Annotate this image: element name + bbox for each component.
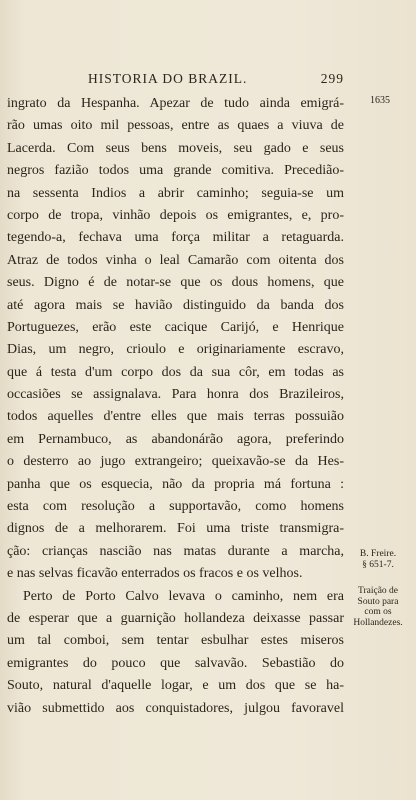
topic-line: Traição de (357, 586, 398, 596)
source-line: § 651-7. (362, 559, 394, 570)
text-line: na sessenta Indios a abrir caminho; seguia-se um (7, 185, 344, 201)
text-line: rão umas oito mil pessoas, entre as quaes a viuva de (7, 118, 344, 134)
topic-line: Souto para (357, 596, 399, 607)
text-line: que á testa d'um corpo dos da sua côr, em todas as (7, 364, 344, 380)
text-line: Lacerda. Com seus bens moveis, seu gado e seus (7, 140, 344, 156)
year-text: 1635 (370, 95, 390, 106)
page-number: 299 (320, 71, 344, 86)
body-text (7, 93, 344, 720)
text-line: esta com resolução a supportavão, como homens (7, 499, 344, 515)
text-line: Perto de Porto Calvo levava o caminho, nem era (23, 588, 344, 604)
text-line: o desterro ao jugo extrangeiro; queixavão-se da Hes- (7, 454, 344, 470)
margin-note-topic (348, 586, 408, 628)
text-line: e nas selvas ficavão enterrados os fracos e os velhos. (7, 566, 303, 582)
text-line: em Pernambuco, as abandonárão agora, preferindo (7, 431, 344, 447)
topic-line: Hollandezes. (353, 617, 403, 628)
text-line: até agora mais se havião distinguido da banda dos (7, 297, 344, 313)
running-title: HISTORIA DO BRAZIL. (88, 71, 248, 86)
text-line: ção: crianças nascião nas matas durante a marcha, (7, 543, 344, 559)
source-line: B. Freire. (359, 549, 397, 559)
text-line: seus. Digno é de notar-se que os dous homens, que (7, 275, 344, 291)
text-line: todos aquelles d'entre elles que mais terras possuião (7, 409, 344, 425)
text-line: tegendo-a, fechava uma força militar a retaguarda. (7, 230, 344, 246)
text-line: negros fazião todos uma grande comitiva. Precedião- (7, 163, 344, 179)
text-line: ingrato da Hespanha. Apezar de tudo ainda emigrá- (7, 96, 344, 111)
text-line: Portuguezes, erão este cacique Carijó, e Henrique (7, 319, 344, 335)
text-line: de esperar que a guarnição hollandeza deixasse passar (7, 610, 344, 626)
margin-note-source (350, 549, 406, 570)
text-line: Souto, natural d'aquelle logar, e um dos que se ha- (7, 678, 344, 694)
text-line: Dias, um negro, crioulo e originariamente escravo, (7, 342, 344, 358)
text-line: corpo de tropa, vinhão depois os emigrantes, e, pro- (7, 207, 344, 223)
text-line: um tal comboi, sem tentar esbulhar estes miseros (7, 633, 344, 649)
text-line: dignos de a melhorarem. Foi uma triste transmigra- (7, 521, 344, 537)
text-line: Atraz de todos vinha o leal Camarão com oitenta dos (7, 252, 344, 268)
topic-line: com os (364, 607, 392, 617)
text-line: vião submettido aos conquistadores, julgou favoravel (7, 700, 344, 716)
text-line: emigrantes do pouco que salvavão. Sebastião do (7, 655, 344, 671)
text-line: panha que os esquecia, não da propria má fortuna : (7, 476, 344, 492)
margin-note-year (360, 96, 400, 107)
text-line: occasiões se assignalava. Para honra dos Brazileiros, (7, 387, 344, 403)
